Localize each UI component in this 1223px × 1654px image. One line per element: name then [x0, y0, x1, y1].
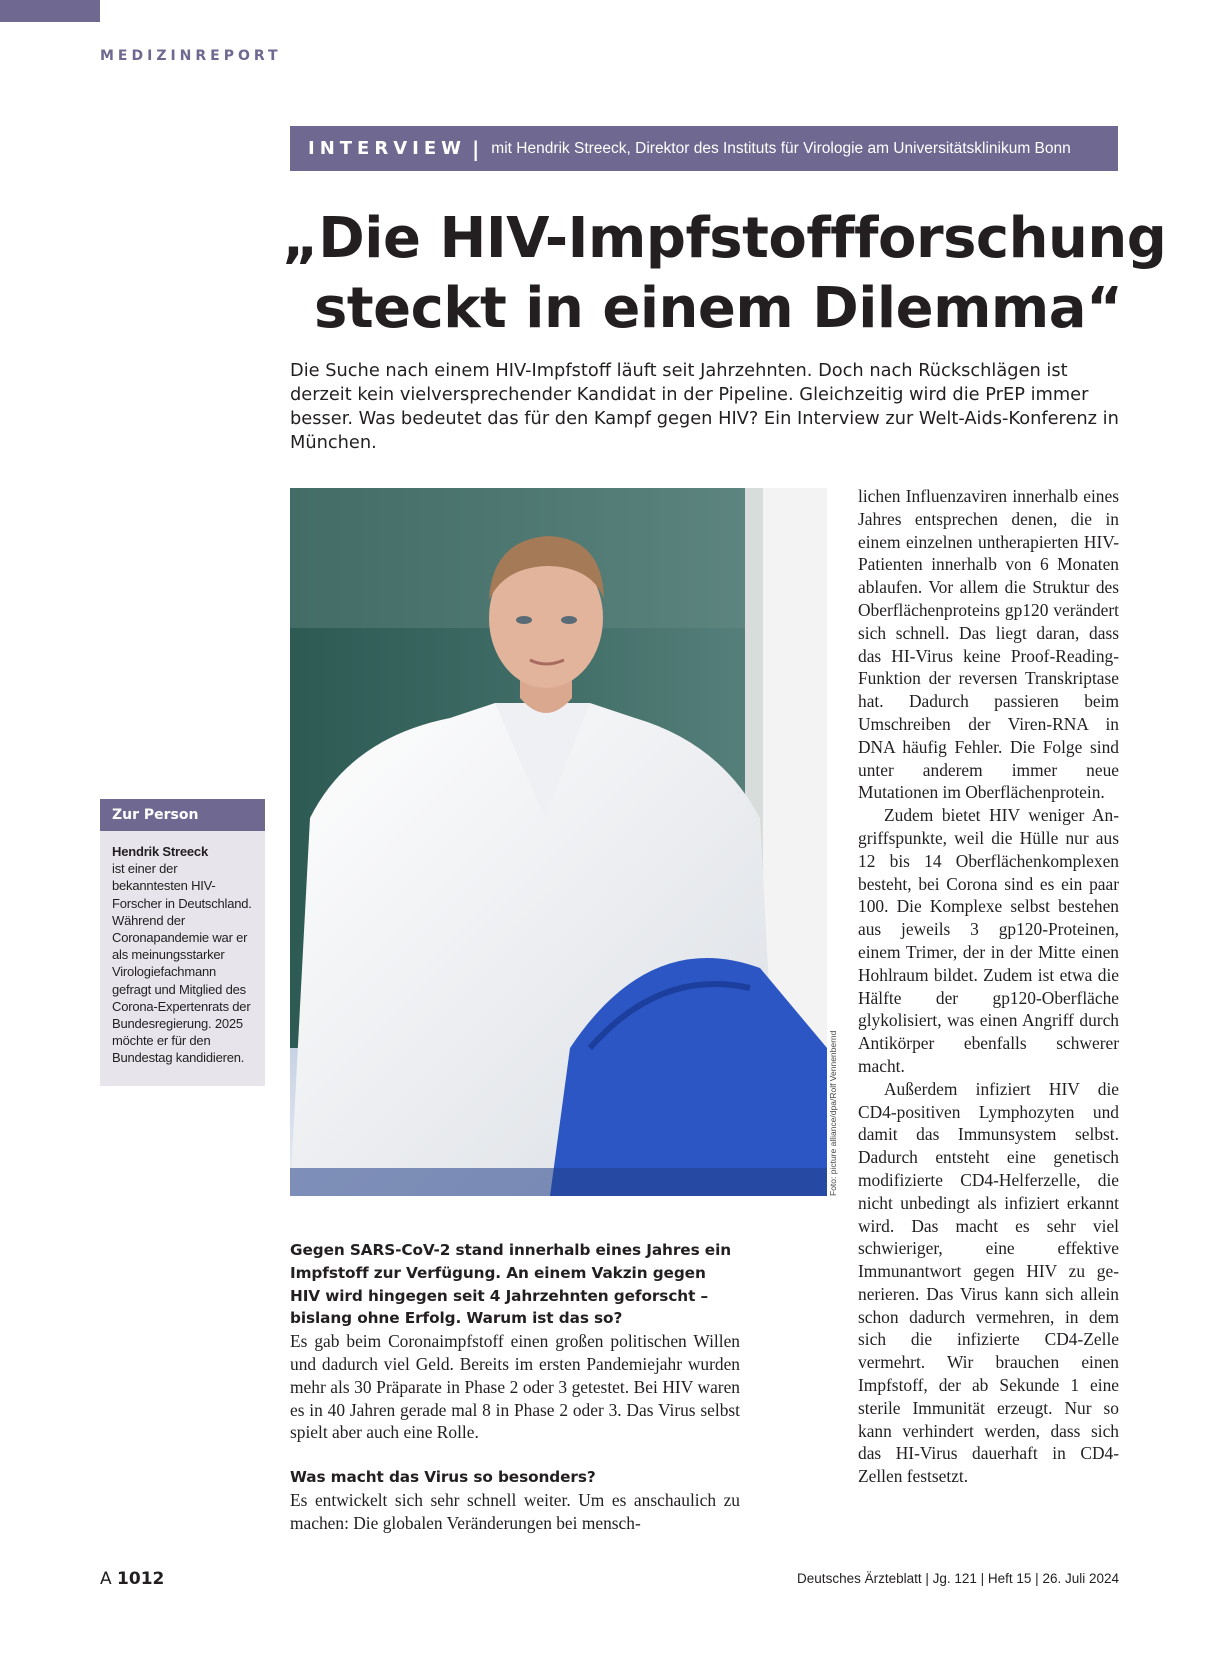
- page-prefix: A: [100, 1569, 112, 1589]
- headline-line-2: steckt in einem Dilemma“: [314, 276, 1123, 341]
- infobox-text: ist einer der bekanntesten HIV-Forscher in Deutschland. Während der Coronapandemie war er als meinungsstarker Virologiefachmann gefragt und Mitglied des Corona-Expertenrats der Bundesregierung. 2025 möchte er für den Bundestag kandidieren.: [112, 861, 252, 1066]
- portrait-illustration: [290, 488, 827, 1196]
- article-lead: Die Suche nach einem HIV-Impfstoff läuft seit Jahrzehnten. Doch nach Rückschlägen ist derzeit kein vielversprechender Kandidat in der Pipeline. Gleichzeitig wird die PrEP immer besser. Was bedeutet das für den Kampf gegen HIV? Ein Interview zur Welt-Aids-Konferenz in München.: [290, 360, 1119, 453]
- banner-kicker: INTERVIEW: [308, 138, 466, 159]
- photo-credit: Foto: picture alliance/dpa/Rolf Vennenbernd: [828, 1030, 838, 1196]
- interview-answer: Es entwickelt sich sehr schnell weiter. Um es anschaulich zu machen: Die globalen Veränderungen bei mensch-: [290, 1489, 740, 1533]
- paragraph-spacer: [290, 1444, 740, 1466]
- body-paragraph: Zudem bietet HIV weniger Angriffspunkte, weil die Hülle nur aus 12 bis 14 Oberflächenkomplexen besteht, bei Corona sind es ein paar 100. Die Komplexe selbst bestehen aus jeweils 3 gp120-Proteinen, einem Trimer, der in der Mitte einen Hohlraum bildet. Zudem ist etwa die Hälfte der gp120-Oberfläche glykolisiert, was einen Angriff durch Antikörper ebenfalls schwerer macht.: [858, 805, 1119, 1076]
- body-paragraph: lichen Influenzaviren innerhalb eines Jahres entsprechen denen, die in einem einzelnen untherapierten HIV-Patienten innerhalb von 6 Monaten ablaufen. Vor allem die Struktur des Oberflächenproteins gp120 verändert sich schnell. Das liegt daran, dass das HI-Virus keine Proof-Reading-Funktion der reversen Transkriptase hat. Dadurch passieren beim Umschreiben der Viren-RNA in DNA häufig Fehler. Die Folge sind unter anderem immer neue Mutationen im Oberflächenprotein.: [858, 486, 1119, 803]
- interview-question: Gegen SARS-CoV-2 stand innerhalb eines Jahres ein Impfstoff zur Verfügung. An einem Vakzin gegen HIV wird hingegen seit 4 Jahrzehnten geforscht – bislang ohne Erfolg. Warum ist das so?: [290, 1241, 732, 1328]
- section-label: MEDIZINREPORT: [100, 48, 282, 64]
- page-number-value: 1012: [117, 1569, 165, 1589]
- body-paragraph: Außerdem infiziert HIV die CD4-positiven Lymphozyten und damit das Immunsystem selbst. Dadurch entsteht eine genetisch modifizierte CD4-Helferzelle, die nicht unbedingt als infiziert erkannt wird. Das macht es sehr viel schwieriger, eine effektive Immunantwort gegen HIV zu generieren. Das Virus kann sich allein schon dadurch vermehren, in dem sich die infizierte CD4-Zelle vermehrt. Wir brauchen einen Impfstoff, der ab Sekunde 1 eine sterile Immunität erzeugt. Nur so kann verhindert werden, dass sich das HI-Virus dauerhaft in CD4-Zellen festsetzt.: [858, 1078, 1119, 1487]
- interview-banner: [290, 126, 1118, 171]
- interview-answer: Es gab beim Coronaimpfstoff einen großen politischen Willen und dadurch viel Geld. Bereits im ersten Pandemiejahr wurden mehr als 30 Präparate in Phase 2 oder 3 getestet. Bei HIV waren es in 40 Jahren gerade mal 8 in Phase 2 oder 3. Das Virus selbst spielt aber auch eine Rolle.: [290, 1331, 740, 1443]
- footer-source: Deutsches Ärzteblatt | Jg. 121 | Heft 15 | 26. Juli 2024: [797, 1571, 1119, 1586]
- article-column-right: [858, 485, 1119, 1488]
- infobox-body: [100, 831, 265, 1086]
- banner-separator: |: [471, 136, 480, 161]
- headline-line-1: „Die HIV-Impfstoffforschung: [282, 206, 1167, 271]
- portrait-photo: [290, 488, 827, 1196]
- article-column-left: [290, 1239, 740, 1535]
- page-number: [100, 1569, 164, 1589]
- infobox-name: Hendrik Streeck: [112, 844, 208, 859]
- corner-accent-bar: [0, 0, 100, 22]
- infobox-title: Zur Person: [100, 799, 265, 831]
- interview-question: Was macht das Virus so besonders?: [290, 1468, 596, 1487]
- article-headline: [282, 204, 1166, 344]
- banner-subtitle: mit Hendrik Streeck, Direktor des Instituts für Virologie am Universitätsklinikum Bonn: [491, 139, 1071, 157]
